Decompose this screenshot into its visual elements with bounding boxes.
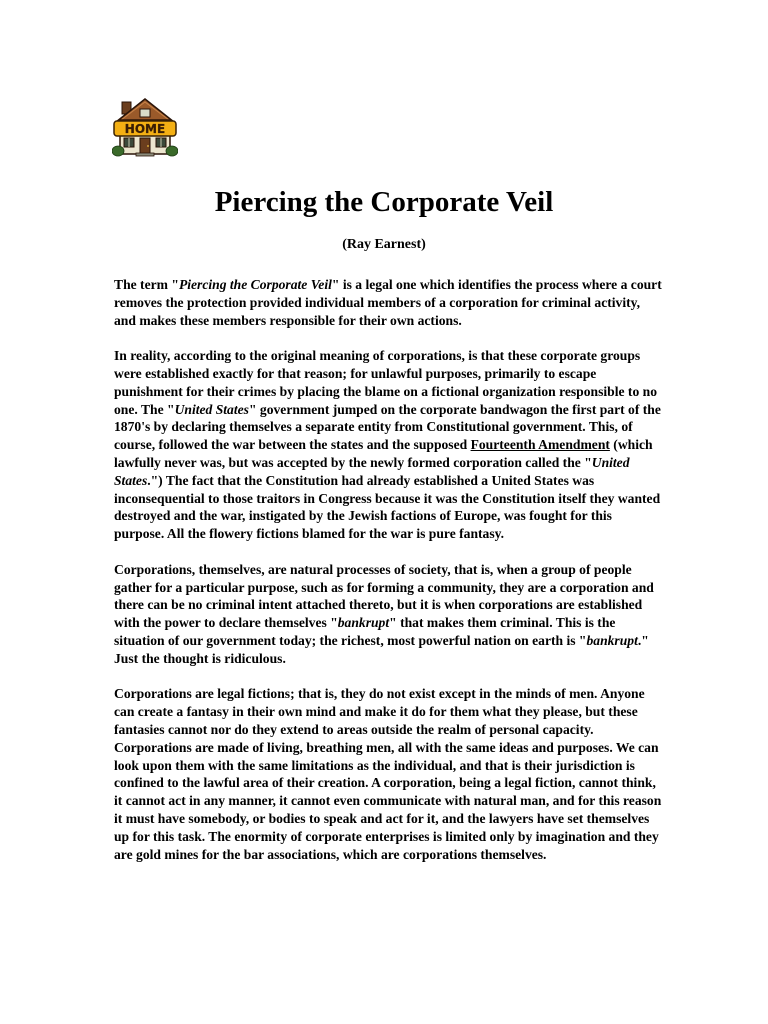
text-run: Corporations, themselves, are natural processes of society, that is, when a group of people gather for a particular purpose, such as for forming a community, they are a corporation and there can be no criminal intent attached thereto, but it is when corporations are established with the power to declare themselves " bbox=[114, 561, 654, 631]
article-body bbox=[114, 276, 662, 881]
text-run: The term " bbox=[114, 277, 179, 292]
paragraph-2 bbox=[114, 347, 662, 543]
paragraph-3 bbox=[114, 561, 662, 668]
home-house-icon bbox=[112, 96, 178, 158]
text-run: Corporations are legal fictions; that is, they do not exist except in the minds of men. Anyone can create a fantasy in their own mind and make it do for them what they please, but these fantasies cannot nor do they extend to areas outside the realm of personal capacity. Corporations are made of living, breathing men, all with the same ideas and purposes. We can look upon them with the same limitations as the individual, and that is their jurisdiction is confined to the lawful area of their creation. A corporation, being a legal fiction, cannot think, it cannot act in any manner, it cannot even communicate with natural man, and for this reason it must have somebody, or bodies to speak and act for it, and the lawyers have set themselves up for this task. The enormity of corporate enterprises is limited only by imagination and they are gold mines for the bar associations, which are corporations themselves. bbox=[114, 686, 662, 862]
italic-term: United States bbox=[174, 401, 249, 417]
home-button[interactable] bbox=[112, 96, 178, 158]
paragraph-1 bbox=[114, 276, 662, 329]
italic-term: bankrupt bbox=[586, 632, 638, 648]
text-run: In reality, according to the original meaning of corporations, is that these corporate groups were established exactly for that reason; for unlawful purposes, primarily to escape punishment for their crimes by placing the blame on a fictional organization responsible to no one. The " bbox=[114, 348, 658, 417]
italic-term: United States bbox=[114, 454, 630, 488]
paragraph-4 bbox=[114, 685, 662, 863]
text-run: " is a legal one which identifies the process where a court removes the protection provided individual members of a corporation for criminal activity, and makes these members responsible for their own actions. bbox=[114, 277, 662, 328]
italic-term: bankrupt bbox=[337, 615, 390, 631]
author-byline: (Ray Earnest) bbox=[342, 237, 426, 252]
fourteenth-amendment-link[interactable]: Fourteenth Amendment bbox=[470, 437, 610, 453]
text-run: " that makes them criminal. This is the situation of our government today; the richest, most powerful nation on earth is " bbox=[114, 615, 616, 648]
text-run: " government jumped on the corporate bandwagon the first part of the 1870's by declaring themselves a separate entity from Constitutional government. This, of course, followed the war between the states and the supposed bbox=[114, 401, 661, 453]
page-title: Piercing the Corporate Veil bbox=[214, 186, 554, 218]
italic-term: Piercing the Corporate Veil bbox=[178, 277, 332, 292]
text-run: ." Just the thought is ridiculous. bbox=[114, 632, 649, 666]
text-run: .") The fact that the Constitution had already established a United States was inconsequential to those traitors in Congress because it was the Constitution itself they wanted destroyed and the war, instigated by the Jewish factions of Europe, was fought for this purpose. All the flowery fictions blamed for the war is pure fantasy. bbox=[114, 472, 661, 542]
text-run: (which lawfully never was, but was accepted by the newly formed corporation called the " bbox=[114, 437, 653, 470]
home-label: HOME bbox=[124, 122, 166, 136]
